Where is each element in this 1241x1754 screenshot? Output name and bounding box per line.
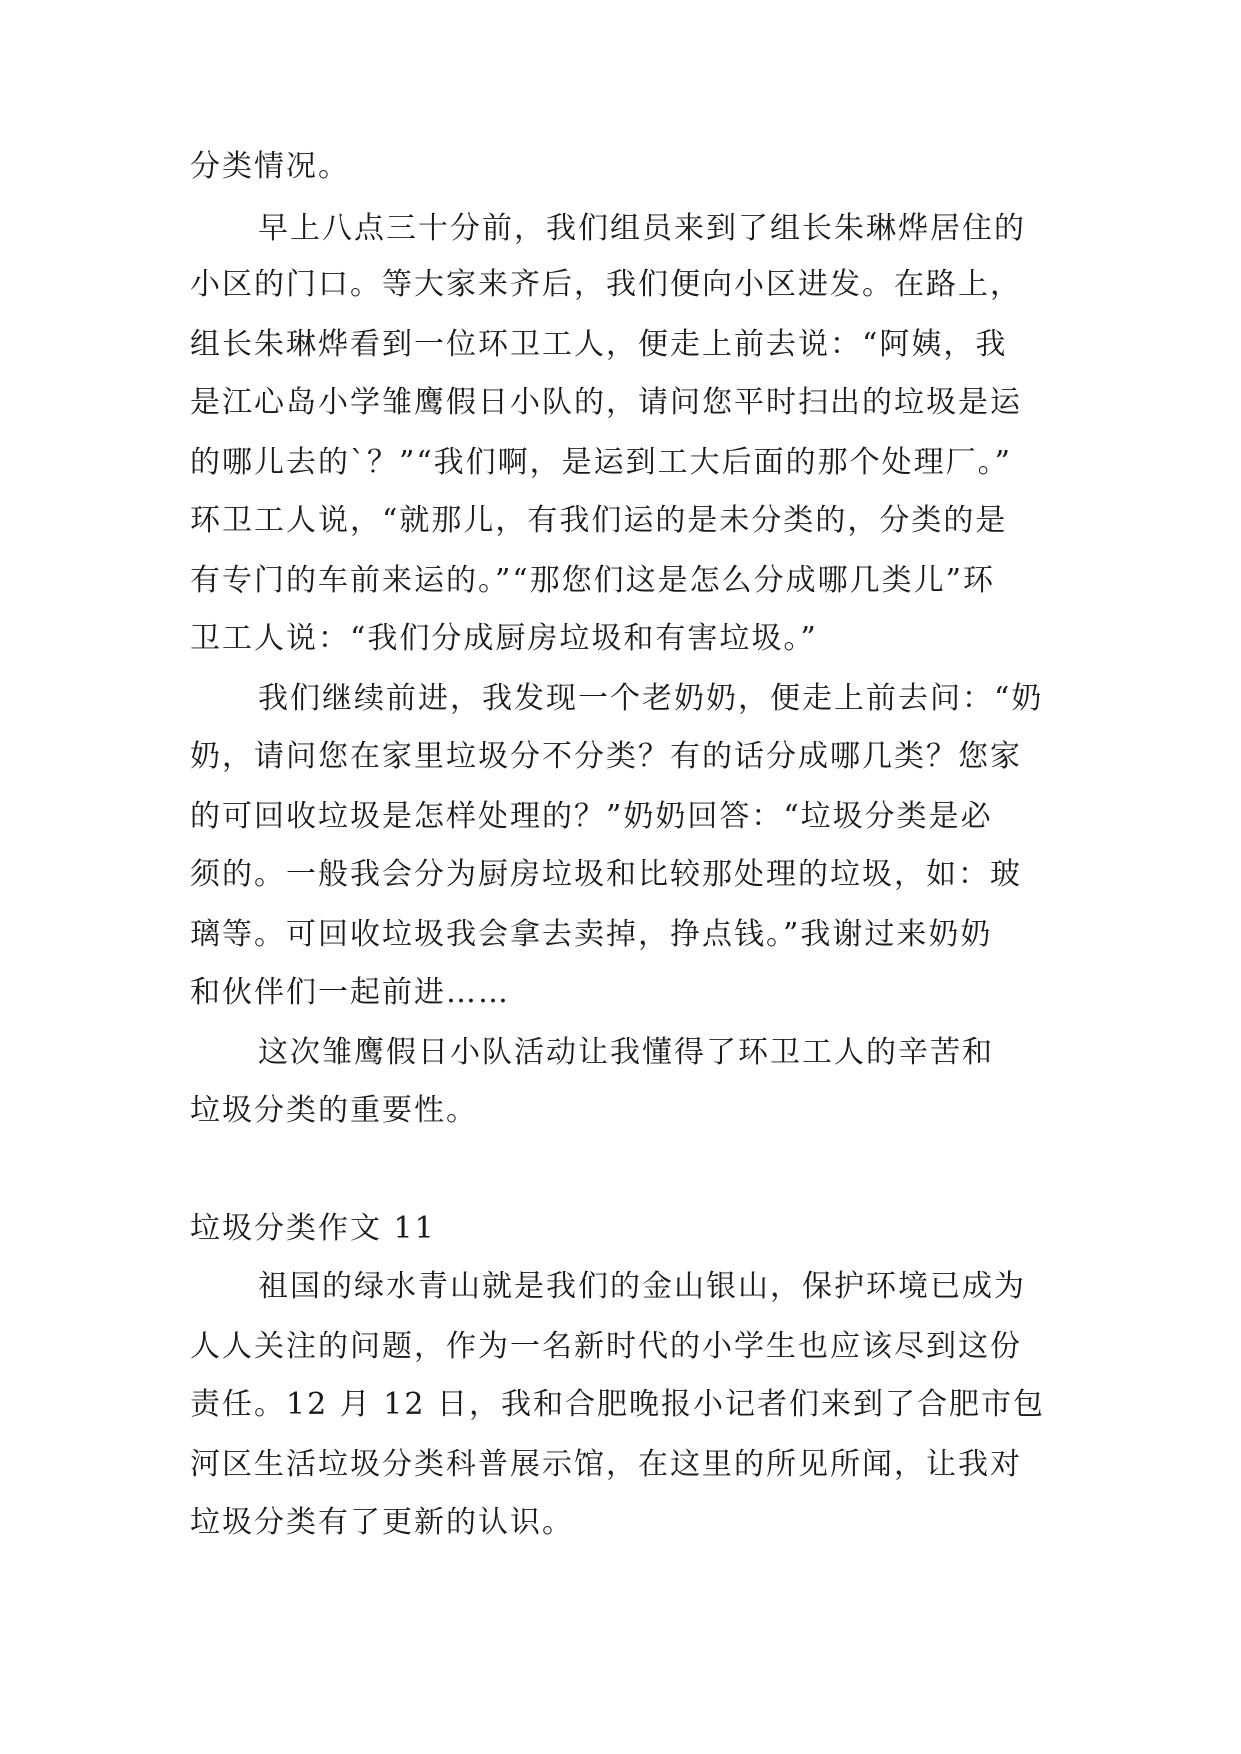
text-line: 组长朱琳烨看到一位环卫工人，便走上前去说：“阿姨，我 (190, 327, 1008, 362)
text-line: 的可回收垃圾是怎样处理的？”奶奶回答：“垃圾分类是必 (190, 799, 993, 834)
text-line: 我们继续前进，我发现一个老奶奶，便走上前去问：“奶 (258, 681, 1044, 716)
text-line: 小区的门口。等大家来齐后，我们便向小区进发。在路上， (190, 267, 1022, 302)
text-line: 须的。一般我会分为厨房垃圾和比较那处理的垃圾，如：玻 (190, 857, 1022, 892)
text-line: 河区生活垃圾分类科普展示馆，在这里的所见所闻，让我对 (190, 1447, 1022, 1482)
text-line: 的哪儿去的`？”“我们啊，是运到工大后面的那个处理厂。” (190, 445, 1013, 480)
text-line: 是江心岛小学雏鹰假日小队的，请问您平时扫出的垃圾是运 (190, 385, 1022, 420)
text-line: 和伙伴们一起前进…… (190, 975, 510, 1010)
text-line: 卫工人说：“我们分成厨房垃圾和有害垃圾。” (190, 621, 818, 656)
text-line: 责任。12 月 12 日，我和合肥晚报小记者们来到了合肥市包 (190, 1387, 1045, 1422)
text-line: 璃等。可回收垃圾我会拿去卖掉，挣点钱。”我谢过来奶奶 (190, 917, 993, 952)
text-line: 垃圾分类有了更新的认识。 (190, 1505, 574, 1540)
text-line: 人人关注的问题，作为一名新时代的小学生也应该尽到这份 (190, 1329, 1022, 1364)
text-line: 祖国的绿水青山就是我们的金山银山，保护环境已成为 (258, 1269, 1026, 1304)
text-line: 垃圾分类的重要性。 (190, 1093, 478, 1128)
text-line: 早上八点三十分前，我们组员来到了组长朱琳烨居住的 (258, 211, 1026, 246)
text-line: 这次雏鹰假日小队活动让我懂得了环卫工人的辛苦和 (258, 1035, 994, 1070)
section-heading: 垃圾分类作文 11 (190, 1211, 436, 1246)
text-line: 环卫工人说，“就那儿，有我们运的是未分类的，分类的是 (190, 503, 1008, 538)
text-line: 奶，请问您在家里垃圾分不分类？有的话分成哪几类？您家 (190, 739, 1022, 774)
text-line: 分类情况。 (190, 149, 350, 184)
text-line: 有专门的车前来运的。”“那您们这是怎么分成哪几类儿”环 (190, 563, 996, 598)
